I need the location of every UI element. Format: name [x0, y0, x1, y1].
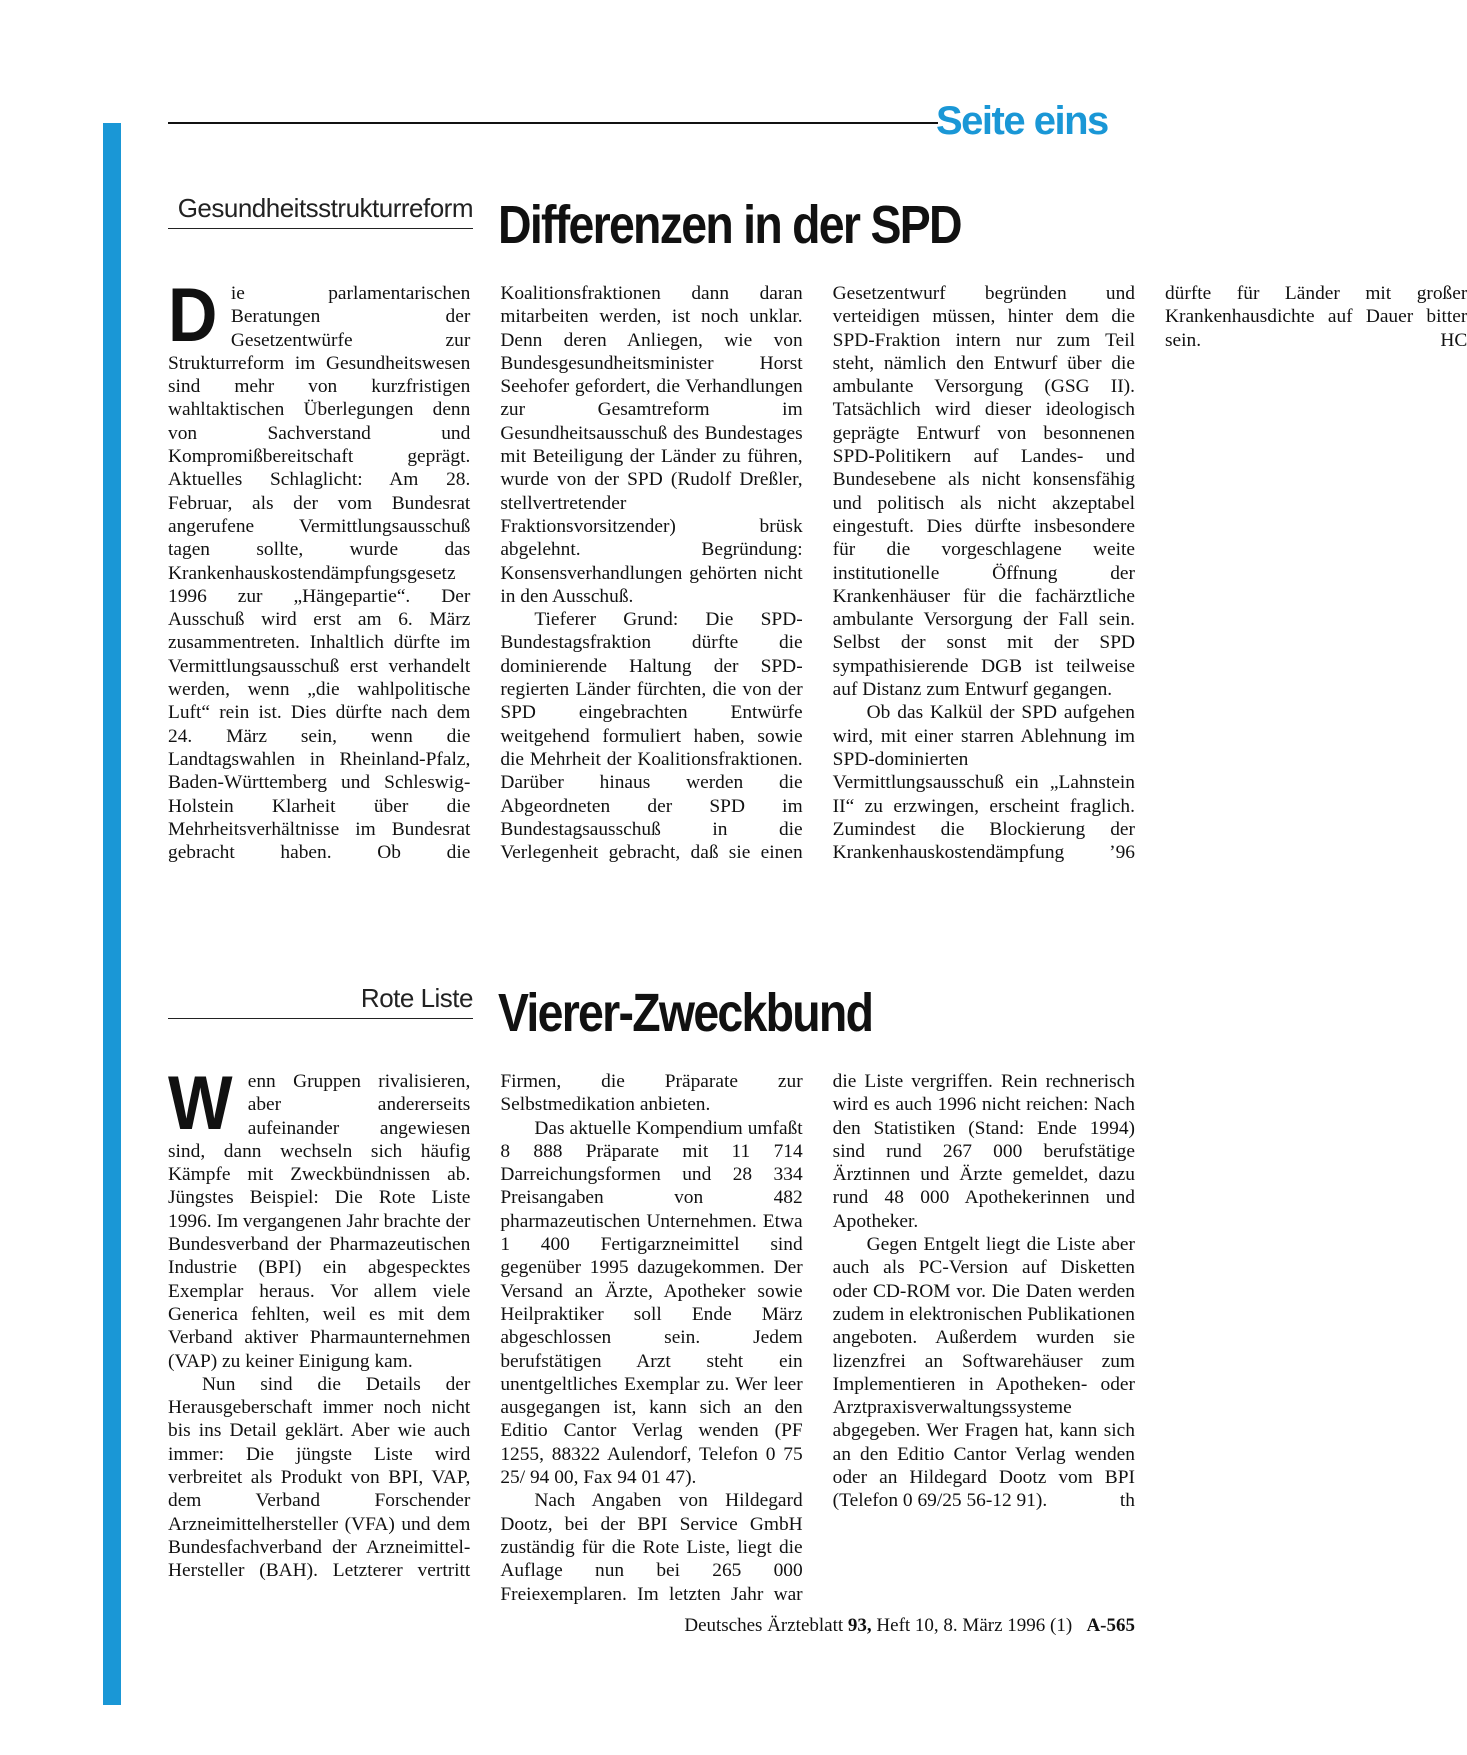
article-1-dropcap: D	[168, 273, 218, 358]
article-2-kicker: Rote Liste	[168, 983, 473, 1019]
section-title: Seite eins	[936, 99, 1108, 143]
article-2-paragraph-5	[833, 1233, 1135, 1513]
article-2-body	[168, 1061, 1135, 1610]
article-1-columns	[168, 273, 1467, 882]
article-2-dropcap: W	[168, 1061, 233, 1146]
article-2-paragraph-5-text: Gegen Entgelt liegt die Liste aber auch als PC-Version auf Disketten oder CD-ROM vor. Die Daten werden zudem in elektronischen Publikationen angeboten. Außerdem wurden sie lizenzfrei an Softwarehäuser zum Implementieren in Apotheken- oder Arztpraxisverwaltungssysteme abgegeben. Wer Fragen hat, kann sich an den Editio Cantor Verlag wenden oder an Hildegard Dootz vom BPI (Telefon 0 69/25 56-12 91).	[832, 1234, 1135, 1512]
article-1-paragraph-1-text: ie parlamentarischen Beratungen der Gesetzentwürfe zur Strukturreform im Gesundheitswesen sind mehr von kurzfristigen wahltaktischen Überlegungen denn von Sachverstand und Kompromißbereitschaft geprägt. Aktuelles Schlaglicht: Am 28. Februar, als der vom Bundesrat angerufene Vermittlungsausschuß tagen sollte, wurde das Krankenhauskostendämpfungsgesetz 1996 zur „Hängepartie“. Der Ausschuß wird erst am 6. März zusammentreten. Inhaltlich dürfte im Vermittlungsausschuß erst verhandelt werden, wenn „die wahlpolitische Luft“ rein ist. Dies dürfte nach dem 24. März sein, wenn die Landtagswahlen in Rheinland-Pfalz, Baden-Württemberg und Schleswig-Holstein Klarheit über die Mehrheitsverhältnisse im Bundesrat gebracht haben. Ob die Koalitionsfraktionen dann daran mitarbeiten werden, ist noch unklar. Denn deren Anliegen, wie von Bundesgesundheitsminister Horst Seehofer gefordert, die Verhandlungen zur Gesamtreform im Gesundheitsausschuß des Bundestages mit Beteiligung der Länder zu führen, wurde von der SPD (Rudolf Dreßler, stellvertretender Fraktionsvorsitzender) brüsk abgelehnt. Begründung: Konsensverhandlungen gehörten nicht in den Ausschuß.	[168, 283, 803, 864]
article-1-kicker: Gesundheitsstrukturreform	[168, 193, 473, 229]
accent-side-bar	[103, 123, 121, 1705]
article-2-headline: Vierer-Zweckbund	[498, 983, 873, 1043]
article-1-author: HC	[1440, 329, 1467, 351]
article-2-paragraph-3: Das aktuelle Kompendium umfaßt 8 888 Präparate mit 11 714 Darreichungsformen und 28 334 Preisangaben von 482 pharmazeutischen Unternehmen. Etwa 1 400 Fertigarzneimittel sind gegenüber 1995 dazugekommen. Der Versand an Ärzte, Apotheker sowie Heilpraktiker soll Ende März abgeschlossen sein. Jedem berufstätigen Arzt steht ein unentgeltliches Exemplar zu. Wer leer ausgegangen ist, kann sich an den Editio Cantor Verlag wenden (PF 1255, 88322 Aulendorf, Telefon 0 75 25/ 94 00, Fax 94 01 47).	[500, 1117, 803, 1489]
footer-volume: 93,	[847, 1615, 872, 1636]
article-2-columns	[168, 1061, 1135, 1610]
article-1-body	[168, 273, 1467, 882]
article-1-headline: Differenzen in der SPD	[498, 195, 961, 255]
article-2-paragraph-4: Nach Angaben von Hildegard Dootz, bei der BPI Service GmbH zuständig für die Rote Liste, liegt die Auflage nun bei 265 000 Freiexemplaren. Im letzten Jahr war die Liste vergriffen. Rein rechnerisch wird es auch 1996 nicht reichen: Nach den Statistiken (Stand: Ende 1994) sind rund 267 000 berufstätige Ärztinnen und Ärzte gemeldet, dazu rund 48 000 Apothekerinnen und Apotheker.	[500, 1071, 1135, 1605]
article-1-paragraph-3-text: Ob das Kalkül der SPD aufgehen wird, mit einer starren Ablehnung im SPD-dominierten Vermittlungsausschuß ein „Lahnstein II“ zu erzwingen, erscheint fraglich. Zumindest die Blockierung der Krankenhauskostendämpfung ’96 dürfte für Länder mit großer Krankenhausdichte auf Dauer bitter sein.	[832, 283, 1467, 864]
header-rule	[168, 122, 938, 124]
page-footer	[560, 1614, 1135, 1638]
footer-issue-date: Heft 10, 8. März 1996 (1)	[876, 1615, 1073, 1636]
footer-page-number: A-565	[1086, 1615, 1135, 1636]
article-2-paragraph-1-text: enn Gruppen rivalisieren, aber andererseits aufeinander angewiesen sind, dann wechseln sich häufig Kämpfe mit Zweckbündnissen ab. Jüngstes Beispiel: Die Rote Liste 1996. Im vergangenen Jahr brachte der Bundesverband der Pharmazeutischen Industrie (BPI) ein abgespecktes Exemplar heraus. Vor allem viele Generica fehlten, weil es mit dem Verband aktiver Pharmaunternehmen (VAP) zu keiner Einigung kam.	[168, 1071, 471, 1372]
article-2-paragraph-1	[168, 1061, 471, 1373]
article-2-paragraph-2: Nun sind die Details der Herausgeberschaft immer noch nicht bis ins Detail geklärt. Aber wie auch immer: Die jüngste Liste wird verbreitet als Produkt von BPI, VAP, dem Verband Forschender Arzneimittelhersteller (VFA) und dem Bundesfachverband der Arzneimittel-Hersteller (BAH). Letzterer vertritt Firmen, die Präparate zur Selbstmedikation anbieten.	[168, 1071, 803, 1582]
footer-journal: Deutsches Ärzteblatt	[684, 1615, 844, 1636]
article-1-paragraph-2: Tieferer Grund: Die SPD-Bundestagsfraktion dürfte die dominierende Haltung der SPD-regierten Länder fürchten, die von der SPD eingebrachten Entwürfe weitgehend formuliert haben, sowie die Mehrheit der Koalitionsfraktionen. Darüber hinaus werden die Abgeordneten der SPD im Bundestagsausschuß in die Verlegenheit gebracht, daß sie einen Gesetzentwurf begründen und verteidigen müssen, hinter dem die SPD-Fraktion intern nur zum Teil steht, nämlich den Entwurf über die ambulante Versorgung (GSG II). Tatsächlich wird dieser ideologisch geprägte Entwurf von besonnenen SPD-Politikern auf Landes- und Bundesebene als nicht konsensfähig und politisch als nicht akzeptabel eingestuft. Dies dürfte insbesondere für die vorgeschlagene weite institutionelle Öffnung der Krankenhäuser für die fachärztliche ambulante Versorgung der Fall sein. Selbst der sonst mit der SPD sympathisierende DGB ist teilweise auf Distanz zum Entwurf gegangen.	[500, 283, 1135, 864]
article-2-author: th	[1119, 1490, 1135, 1512]
